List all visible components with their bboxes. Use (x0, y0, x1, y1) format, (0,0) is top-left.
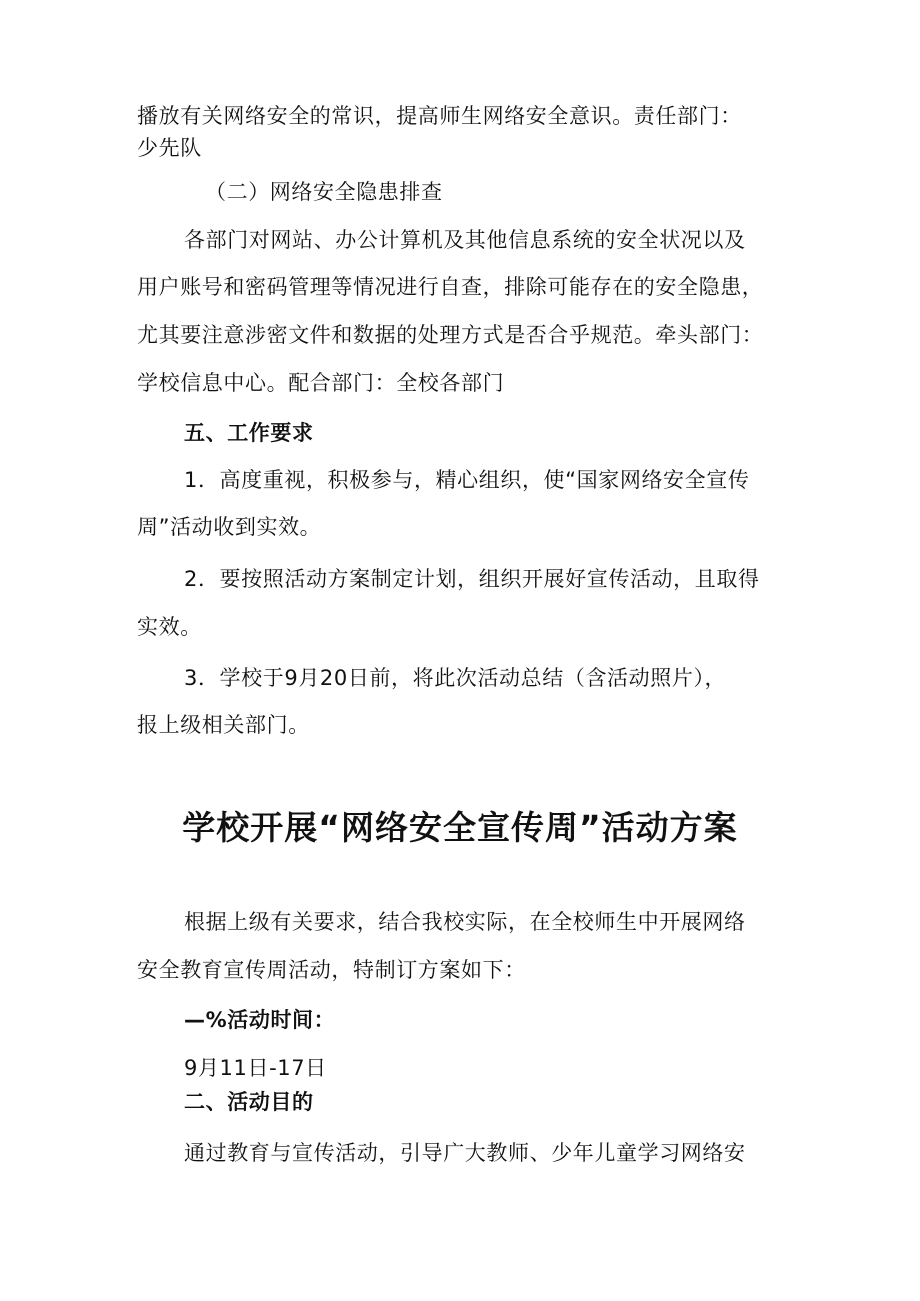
list-item: 1．高度重视，积极参与，精心组织，使“国家网络安全宣传 (184, 468, 750, 492)
paragraph-line: 根据上级有关要求，结合我校实际，在全校师生中开展网络 (184, 910, 746, 934)
list-item-continued: 周”活动收到实效。 (137, 515, 322, 539)
paragraph-line: 学校信息中心。配合部门：全校各部门 (137, 371, 505, 395)
list-item: 2．要按照活动方案制定计划，组织开展好宣传活动，且取得 (184, 567, 760, 591)
section-heading: （二）网络安全隐患排查 (205, 180, 443, 204)
paragraph-line: 安全教育宣传周活动，特制订方案如下： (137, 958, 526, 982)
section-heading: 二、活动目的 (184, 1090, 314, 1114)
paragraph-line: 通过教育与宣传活动，引导广大教师、少年儿童学习网络安 (184, 1141, 746, 1165)
paragraph-line: 用户账号和密码管理等情况进行自查，排除可能存在的安全隐患， (137, 275, 764, 299)
paragraph-line: 尤其要注意涉密文件和数据的处理方式是否合乎规范。牵头部门： (137, 323, 764, 347)
list-item: 3．学校于9月20日前，将此次活动总结（含活动照片）， (184, 666, 727, 690)
document-title: 学校开展“网络安全宣传周”活动方案 (182, 808, 738, 847)
paragraph-line: 9月11日-17日 (184, 1056, 327, 1080)
paragraph-line: 各部门对网站、办公计算机及其他信息系统的安全状况以及 (184, 228, 746, 252)
section-heading: 五、工作要求 (184, 421, 314, 445)
list-item-continued: 报上级相关部门。 (137, 713, 310, 737)
paragraph-line: 少先队 (137, 136, 202, 160)
paragraph-line: 播放有关网络安全的常识，提高师生网络安全意识。责任部门： (137, 104, 742, 128)
list-item-continued: 实效。 (137, 615, 202, 639)
section-heading: —%活动时间： (184, 1008, 336, 1032)
